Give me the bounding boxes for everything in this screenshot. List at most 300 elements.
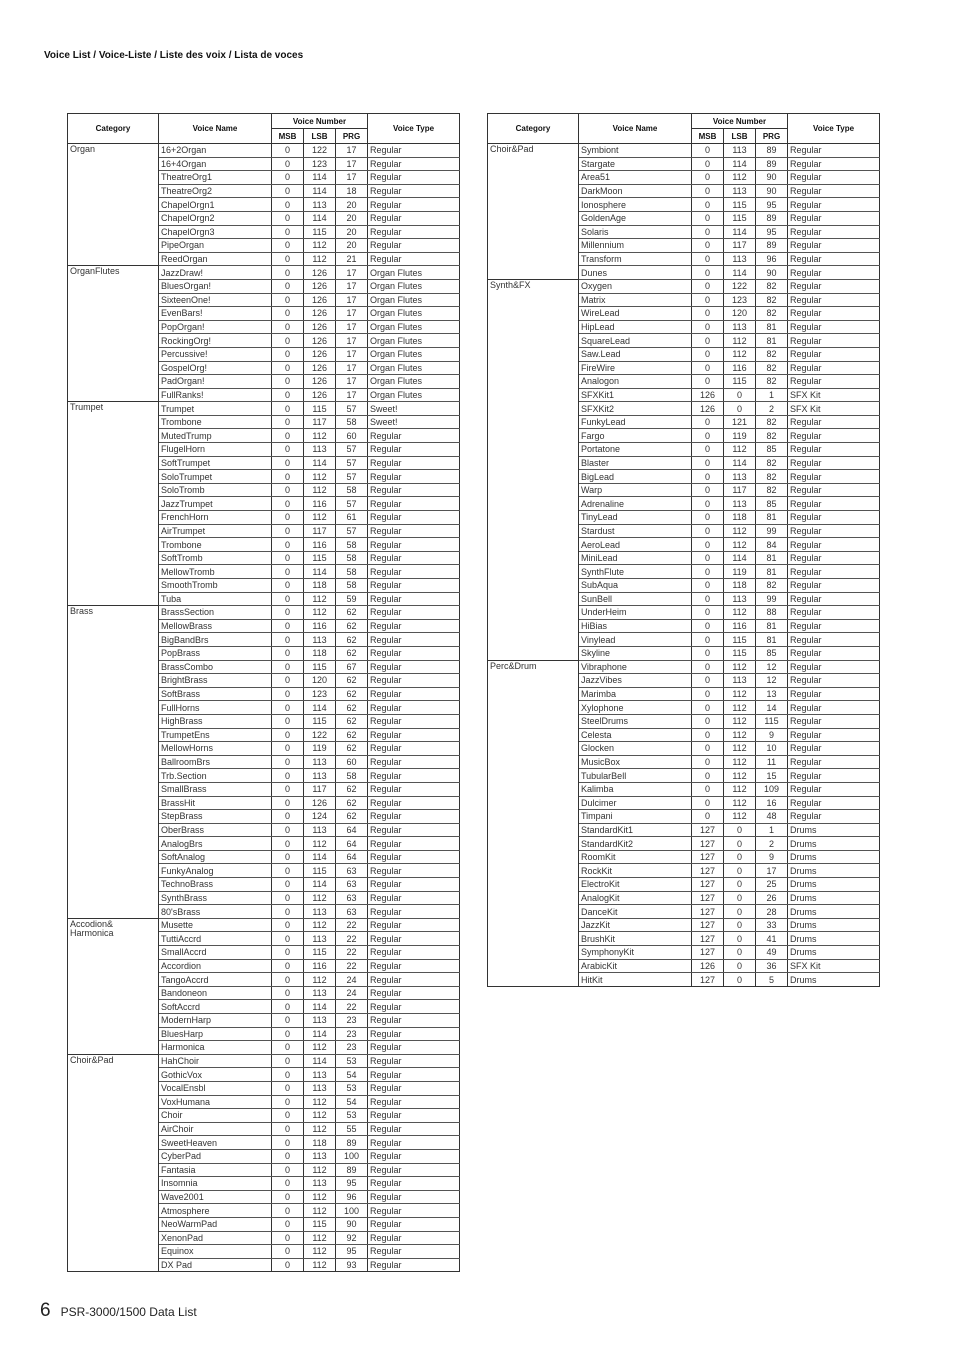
- prg-cell: 85: [756, 443, 788, 457]
- voice-name-cell: JazzTrumpet: [159, 497, 272, 511]
- voice-type-cell: Regular: [368, 1217, 460, 1231]
- voice-name-cell: FireWire: [579, 361, 692, 375]
- lsb-cell: 0: [724, 837, 756, 851]
- voice-type-cell: Regular: [368, 592, 460, 606]
- lsb-cell: 114: [724, 225, 756, 239]
- voice-name-cell: Kalimba: [579, 782, 692, 796]
- msb-cell: 0: [692, 443, 724, 457]
- voice-type-cell: Regular: [788, 347, 880, 361]
- prg-cell: 64: [336, 823, 368, 837]
- voice-name-cell: Transform: [579, 252, 692, 266]
- table-row: [68, 918, 460, 932]
- lsb-cell: 113: [724, 497, 756, 511]
- prg-cell: 95: [756, 225, 788, 239]
- prg-cell: 11: [756, 755, 788, 769]
- voice-name-cell: Symbiont: [579, 144, 692, 158]
- voice-name-cell: SynthBrass: [159, 891, 272, 905]
- msb-cell: 0: [272, 932, 304, 946]
- voice-name-cell: BrassSection: [159, 606, 272, 620]
- lsb-cell: 114: [304, 701, 336, 715]
- msb-cell: 0: [272, 646, 304, 660]
- prg-cell: 62: [336, 633, 368, 647]
- voice-name-cell: HighBrass: [159, 714, 272, 728]
- prg-cell: 82: [756, 347, 788, 361]
- prg-cell: 36: [756, 959, 788, 973]
- lsb-cell: 119: [724, 565, 756, 579]
- prg-cell: 20: [336, 239, 368, 253]
- msb-cell: 0: [272, 878, 304, 892]
- msb-cell: 0: [272, 701, 304, 715]
- lsb-cell: 112: [724, 810, 756, 824]
- msb-cell: 0: [692, 687, 724, 701]
- lsb-cell: 116: [304, 619, 336, 633]
- voice-type-cell: Regular: [788, 443, 880, 457]
- prg-cell: 10: [756, 742, 788, 756]
- prg-cell: 63: [336, 878, 368, 892]
- prg-cell: 62: [336, 742, 368, 756]
- lsb-cell: 112: [304, 1231, 336, 1245]
- col-header-voice-number: Voice Number: [272, 114, 368, 129]
- voice-type-cell: Regular: [368, 1177, 460, 1191]
- lsb-cell: 118: [304, 579, 336, 593]
- voice-name-cell: PadOrgan!: [159, 375, 272, 389]
- lsb-cell: 113: [724, 470, 756, 484]
- prg-cell: 24: [336, 986, 368, 1000]
- prg-cell: 17: [336, 375, 368, 389]
- lsb-cell: 0: [724, 905, 756, 919]
- voice-name-cell: Trumpet: [159, 402, 272, 416]
- lsb-cell: 120: [724, 307, 756, 321]
- voice-name-cell: Vibraphone: [579, 660, 692, 674]
- voice-name-cell: VoxHumana: [159, 1095, 272, 1109]
- prg-cell: 23: [336, 1041, 368, 1055]
- voice-name-cell: FunkyLead: [579, 415, 692, 429]
- voice-type-cell: Drums: [788, 823, 880, 837]
- category-cell: Organ: [68, 144, 159, 266]
- voice-name-cell: Analogon: [579, 375, 692, 389]
- msb-cell: 0: [692, 347, 724, 361]
- msb-cell: 0: [272, 551, 304, 565]
- prg-cell: 58: [336, 483, 368, 497]
- msb-cell: 0: [272, 728, 304, 742]
- msb-cell: 0: [272, 184, 304, 198]
- prg-cell: 58: [336, 769, 368, 783]
- prg-cell: 95: [336, 1245, 368, 1259]
- lsb-cell: 126: [304, 334, 336, 348]
- prg-cell: 89: [756, 144, 788, 158]
- prg-cell: 90: [756, 171, 788, 185]
- voice-name-cell: PopOrgan!: [159, 320, 272, 334]
- prg-cell: 82: [756, 279, 788, 293]
- voice-type-cell: Regular: [788, 782, 880, 796]
- voice-type-cell: Regular: [788, 266, 880, 280]
- lsb-cell: 0: [724, 823, 756, 837]
- voice-type-cell: Regular: [368, 1204, 460, 1218]
- msb-cell: 0: [272, 225, 304, 239]
- prg-cell: 12: [756, 674, 788, 688]
- voice-type-cell: Regular: [368, 674, 460, 688]
- prg-cell: 54: [336, 1095, 368, 1109]
- voice-type-cell: SFX Kit: [788, 959, 880, 973]
- page-number: 6: [40, 1300, 51, 1321]
- prg-cell: 90: [756, 266, 788, 280]
- msb-cell: 0: [692, 483, 724, 497]
- lsb-cell: 112: [724, 660, 756, 674]
- voice-type-cell: Organ Flutes: [368, 361, 460, 375]
- voice-name-cell: SymphonyKit: [579, 946, 692, 960]
- lsb-cell: 123: [724, 293, 756, 307]
- col-header-lsb: LSB: [724, 129, 756, 144]
- voice-type-cell: Regular: [368, 633, 460, 647]
- msb-cell: 0: [272, 810, 304, 824]
- prg-cell: 63: [336, 864, 368, 878]
- msb-cell: 0: [692, 810, 724, 824]
- prg-cell: 62: [336, 606, 368, 620]
- prg-cell: 62: [336, 646, 368, 660]
- voice-name-cell: ChapelOrgn3: [159, 225, 272, 239]
- voice-name-cell: TheatreOrg1: [159, 171, 272, 185]
- msb-cell: 0: [272, 864, 304, 878]
- voice-name-cell: Harmonica: [159, 1041, 272, 1055]
- lsb-cell: 123: [304, 157, 336, 171]
- prg-cell: 89: [756, 211, 788, 225]
- voice-name-cell: Trombone: [159, 415, 272, 429]
- lsb-cell: 112: [304, 1245, 336, 1259]
- voice-name-cell: ModernHarp: [159, 1014, 272, 1028]
- lsb-cell: 121: [724, 415, 756, 429]
- voice-name-cell: SoftBrass: [159, 687, 272, 701]
- lsb-cell: 112: [724, 347, 756, 361]
- prg-cell: 15: [756, 769, 788, 783]
- msb-cell: 0: [692, 565, 724, 579]
- voice-type-cell: Regular: [368, 171, 460, 185]
- lsb-cell: 113: [304, 1149, 336, 1163]
- msb-cell: 0: [692, 429, 724, 443]
- voice-name-cell: BigLead: [579, 470, 692, 484]
- lsb-cell: 115: [724, 633, 756, 647]
- prg-cell: 57: [336, 456, 368, 470]
- msb-cell: 0: [272, 565, 304, 579]
- voice-name-cell: FrenchHorn: [159, 511, 272, 525]
- msb-cell: 0: [272, 986, 304, 1000]
- msb-cell: 0: [272, 918, 304, 932]
- voice-type-cell: Regular: [368, 1245, 460, 1259]
- voice-type-cell: Regular: [368, 252, 460, 266]
- msb-cell: 0: [272, 1258, 304, 1272]
- prg-cell: 22: [336, 946, 368, 960]
- voice-name-cell: Trombone: [159, 538, 272, 552]
- msb-cell: 0: [272, 742, 304, 756]
- voice-type-cell: Regular: [368, 742, 460, 756]
- msb-cell: 0: [272, 1014, 304, 1028]
- msb-cell: 0: [692, 742, 724, 756]
- voice-name-cell: Insomnia: [159, 1177, 272, 1191]
- voice-type-cell: SFX Kit: [788, 388, 880, 402]
- voice-type-cell: Regular: [368, 1068, 460, 1082]
- voice-name-cell: ChapelOrgn2: [159, 211, 272, 225]
- category-cell: Brass: [68, 606, 159, 919]
- voice-name-cell: FullRanks!: [159, 388, 272, 402]
- voice-name-cell: Area51: [579, 171, 692, 185]
- prg-cell: 92: [336, 1231, 368, 1245]
- msb-cell: 0: [692, 701, 724, 715]
- voice-type-cell: Regular: [368, 701, 460, 715]
- voice-name-cell: Bandoneon: [159, 986, 272, 1000]
- msb-cell: 0: [692, 714, 724, 728]
- prg-cell: 99: [756, 592, 788, 606]
- voice-type-cell: Regular: [788, 511, 880, 525]
- voice-table-right: [487, 113, 880, 987]
- voice-type-cell: Regular: [368, 1014, 460, 1028]
- lsb-cell: 0: [724, 932, 756, 946]
- col-header-msb: MSB: [272, 129, 304, 144]
- lsb-cell: 114: [304, 878, 336, 892]
- voice-name-cell: Ionosphere: [579, 198, 692, 212]
- msb-cell: 0: [272, 1068, 304, 1082]
- voice-name-cell: ArabicKit: [579, 959, 692, 973]
- voice-name-cell: Percussive!: [159, 347, 272, 361]
- voice-type-cell: Regular: [788, 742, 880, 756]
- lsb-cell: 0: [724, 402, 756, 416]
- lsb-cell: 120: [304, 674, 336, 688]
- voice-type-cell: Regular: [368, 1027, 460, 1041]
- msb-cell: 0: [272, 157, 304, 171]
- voice-type-cell: Regular: [368, 973, 460, 987]
- prg-cell: 82: [756, 415, 788, 429]
- voice-name-cell: MellowBrass: [159, 619, 272, 633]
- lsb-cell: 113: [724, 320, 756, 334]
- prg-cell: 16: [756, 796, 788, 810]
- voice-name-cell: BrushKit: [579, 932, 692, 946]
- page-header: Voice List / Voice-Liste / Liste des voix / Lista de voces: [44, 50, 304, 61]
- msb-cell: 127: [692, 864, 724, 878]
- msb-cell: 0: [272, 483, 304, 497]
- msb-cell: 127: [692, 973, 724, 987]
- msb-cell: 0: [692, 361, 724, 375]
- voice-name-cell: AnalogKit: [579, 891, 692, 905]
- lsb-cell: 112: [304, 429, 336, 443]
- voice-type-cell: Regular: [788, 483, 880, 497]
- voice-type-cell: Regular: [368, 1122, 460, 1136]
- msb-cell: 0: [272, 1095, 304, 1109]
- lsb-cell: 126: [304, 307, 336, 321]
- msb-cell: 0: [272, 619, 304, 633]
- prg-cell: 89: [756, 157, 788, 171]
- voice-name-cell: SweetHeaven: [159, 1136, 272, 1150]
- lsb-cell: 114: [724, 266, 756, 280]
- lsb-cell: 112: [724, 769, 756, 783]
- lsb-cell: 117: [724, 483, 756, 497]
- voice-name-cell: Wave2001: [159, 1190, 272, 1204]
- prg-cell: 82: [756, 579, 788, 593]
- msb-cell: 0: [692, 239, 724, 253]
- prg-cell: 17: [336, 157, 368, 171]
- prg-cell: 17: [336, 171, 368, 185]
- prg-cell: 82: [756, 470, 788, 484]
- msb-cell: 0: [272, 524, 304, 538]
- voice-name-cell: Warp: [579, 483, 692, 497]
- voice-type-cell: Regular: [788, 307, 880, 321]
- prg-cell: 63: [336, 891, 368, 905]
- lsb-cell: 113: [304, 1068, 336, 1082]
- lsb-cell: 112: [724, 782, 756, 796]
- voice-type-cell: Regular: [788, 456, 880, 470]
- prg-cell: 1: [756, 823, 788, 837]
- lsb-cell: 112: [304, 592, 336, 606]
- voice-type-cell: Regular: [788, 157, 880, 171]
- table-row: [68, 606, 460, 620]
- voice-type-cell: Regular: [788, 293, 880, 307]
- category-cell: Choir&Pad: [68, 1054, 159, 1272]
- prg-cell: 58: [336, 565, 368, 579]
- msb-cell: 0: [272, 347, 304, 361]
- lsb-cell: 113: [304, 932, 336, 946]
- voice-name-cell: SoloTromb: [159, 483, 272, 497]
- voice-type-cell: Organ Flutes: [368, 334, 460, 348]
- voice-type-cell: Regular: [368, 728, 460, 742]
- voice-type-cell: Regular: [788, 633, 880, 647]
- lsb-cell: 114: [724, 551, 756, 565]
- prg-cell: 1: [756, 388, 788, 402]
- prg-cell: 90: [336, 1217, 368, 1231]
- voice-type-cell: Organ Flutes: [368, 279, 460, 293]
- lsb-cell: 122: [304, 728, 336, 742]
- prg-cell: 81: [756, 511, 788, 525]
- prg-cell: 22: [336, 932, 368, 946]
- msb-cell: 0: [272, 538, 304, 552]
- voice-name-cell: 16+4Organ: [159, 157, 272, 171]
- voice-type-cell: Regular: [368, 959, 460, 973]
- voice-type-cell: Regular: [368, 538, 460, 552]
- msb-cell: 0: [692, 144, 724, 158]
- lsb-cell: 114: [304, 171, 336, 185]
- msb-cell: 0: [272, 456, 304, 470]
- prg-cell: 53: [336, 1081, 368, 1095]
- msb-cell: 0: [272, 171, 304, 185]
- voice-name-cell: CyberPad: [159, 1149, 272, 1163]
- voice-type-cell: Regular: [788, 279, 880, 293]
- prg-cell: 57: [336, 524, 368, 538]
- msb-cell: 0: [692, 184, 724, 198]
- lsb-cell: 115: [304, 864, 336, 878]
- lsb-cell: 112: [304, 1109, 336, 1123]
- col-header-prg: PRG: [336, 129, 368, 144]
- lsb-cell: 0: [724, 850, 756, 864]
- prg-cell: 95: [336, 1177, 368, 1191]
- lsb-cell: 0: [724, 918, 756, 932]
- voice-name-cell: JazzKit: [579, 918, 692, 932]
- voice-name-cell: Stardust: [579, 524, 692, 538]
- voice-name-cell: GothicVox: [159, 1068, 272, 1082]
- voice-type-cell: Regular: [788, 551, 880, 565]
- lsb-cell: 112: [724, 171, 756, 185]
- voice-name-cell: HitKit: [579, 973, 692, 987]
- voice-type-cell: Regular: [368, 1136, 460, 1150]
- voice-name-cell: AirTrumpet: [159, 524, 272, 538]
- msb-cell: 0: [272, 959, 304, 973]
- prg-cell: 82: [756, 429, 788, 443]
- prg-cell: 58: [336, 538, 368, 552]
- lsb-cell: 126: [304, 375, 336, 389]
- voice-name-cell: Choir: [159, 1109, 272, 1123]
- voice-name-cell: AirChoir: [159, 1122, 272, 1136]
- voice-name-cell: GoldenAge: [579, 211, 692, 225]
- prg-cell: 99: [756, 524, 788, 538]
- table-row: [68, 402, 460, 416]
- lsb-cell: 114: [304, 184, 336, 198]
- prg-cell: 62: [336, 782, 368, 796]
- voice-type-cell: Regular: [788, 171, 880, 185]
- msb-cell: 127: [692, 946, 724, 960]
- col-header-voice-name: Voice Name: [579, 114, 692, 144]
- prg-cell: 28: [756, 905, 788, 919]
- voice-name-cell: Stargate: [579, 157, 692, 171]
- prg-cell: 53: [336, 1054, 368, 1068]
- prg-cell: 82: [756, 375, 788, 389]
- voice-type-cell: Regular: [368, 1258, 460, 1272]
- prg-cell: 81: [756, 619, 788, 633]
- voice-name-cell: SoftAnalog: [159, 850, 272, 864]
- lsb-cell: 119: [304, 742, 336, 756]
- msb-cell: 0: [272, 361, 304, 375]
- col-header-msb: MSB: [692, 129, 724, 144]
- voice-name-cell: MutedTrump: [159, 429, 272, 443]
- voice-name-cell: MiniLead: [579, 551, 692, 565]
- voice-type-cell: Regular: [368, 511, 460, 525]
- voice-type-cell: Regular: [368, 837, 460, 851]
- msb-cell: 0: [272, 850, 304, 864]
- voice-name-cell: FlugelHorn: [159, 443, 272, 457]
- prg-cell: 17: [756, 864, 788, 878]
- lsb-cell: 115: [724, 375, 756, 389]
- prg-cell: 17: [336, 293, 368, 307]
- lsb-cell: 117: [724, 239, 756, 253]
- prg-cell: 89: [336, 1136, 368, 1150]
- msb-cell: 127: [692, 850, 724, 864]
- voice-type-cell: Regular: [368, 443, 460, 457]
- msb-cell: 0: [272, 239, 304, 253]
- col-header-lsb: LSB: [304, 129, 336, 144]
- voice-name-cell: StandardKit1: [579, 823, 692, 837]
- voice-type-cell: Organ Flutes: [368, 347, 460, 361]
- category-cell: Accodion& Harmonica: [68, 918, 159, 1054]
- msb-cell: 0: [272, 1081, 304, 1095]
- voice-type-cell: Regular: [788, 674, 880, 688]
- voice-name-cell: SmoothTromb: [159, 579, 272, 593]
- lsb-cell: 113: [304, 443, 336, 457]
- voice-type-cell: Regular: [368, 946, 460, 960]
- prg-cell: 21: [336, 252, 368, 266]
- msb-cell: 127: [692, 823, 724, 837]
- voice-name-cell: Atmosphere: [159, 1204, 272, 1218]
- msb-cell: 0: [692, 307, 724, 321]
- lsb-cell: 113: [304, 198, 336, 212]
- msb-cell: 0: [692, 225, 724, 239]
- msb-cell: 0: [272, 1000, 304, 1014]
- voice-type-cell: Regular: [788, 239, 880, 253]
- voice-type-cell: Regular: [368, 524, 460, 538]
- voice-name-cell: Celesta: [579, 728, 692, 742]
- lsb-cell: 112: [304, 470, 336, 484]
- prg-cell: 60: [336, 755, 368, 769]
- prg-cell: 62: [336, 728, 368, 742]
- msb-cell: 127: [692, 932, 724, 946]
- lsb-cell: 114: [724, 456, 756, 470]
- lsb-cell: 116: [304, 497, 336, 511]
- msb-cell: 0: [272, 782, 304, 796]
- lsb-cell: 112: [304, 1041, 336, 1055]
- prg-cell: 2: [756, 402, 788, 416]
